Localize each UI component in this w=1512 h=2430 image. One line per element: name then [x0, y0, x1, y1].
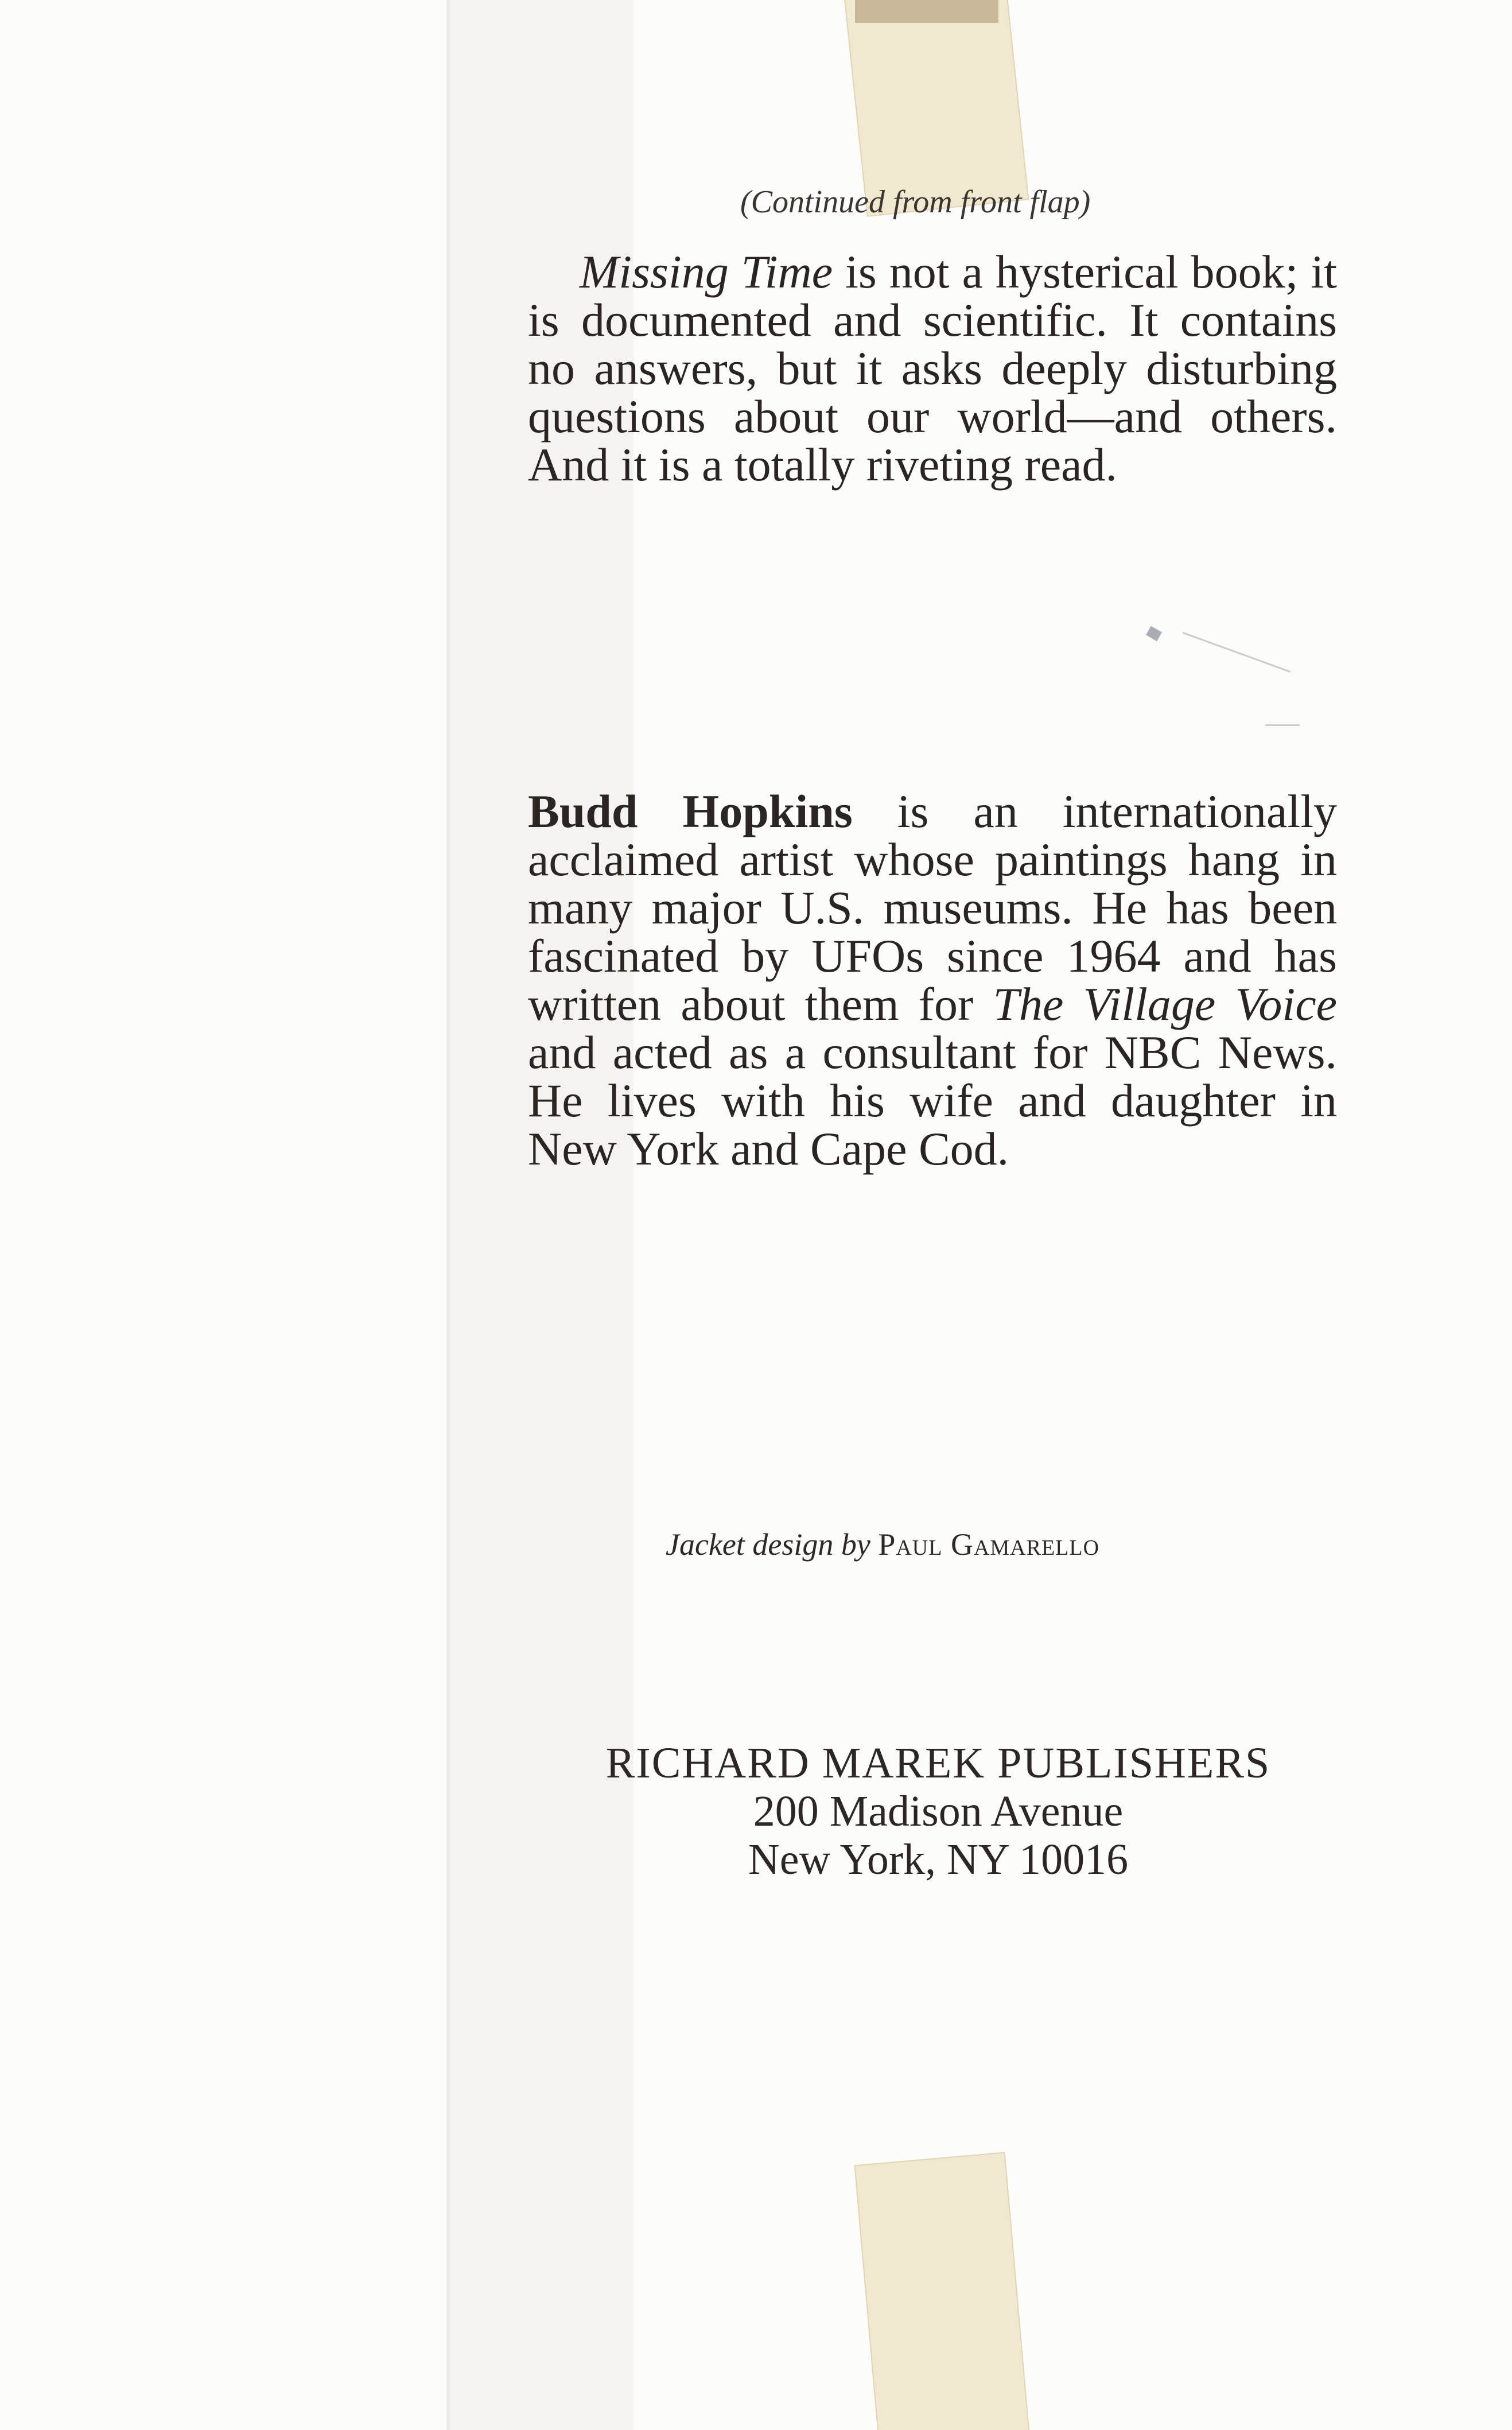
left-panel: [0, 0, 446, 2430]
book-title: Missing Time: [580, 246, 833, 298]
description-text: is not a hysterical book; it is documented and scientific. It contains no answers, but it asks deeply disturbing questions about our world—and others. And it is a totally riveting read.: [528, 246, 1338, 491]
publisher-city: New York, NY 10016: [748, 1835, 1129, 1884]
credit-label: Jacket design by: [666, 1527, 870, 1562]
description-paragraph: [528, 248, 1337, 489]
continued-note: (Continued from front flap): [740, 184, 1091, 220]
publisher-street: 200 Madison Avenue: [753, 1787, 1124, 1835]
designer-name: Paul Gamarello: [878, 1527, 1100, 1562]
publisher-name: RICHARD MAREK PUBLISHERS: [605, 1739, 1271, 1787]
publisher-block: [516, 1739, 1360, 1884]
jacket-credit: [666, 1527, 1297, 1562]
blemish-line: [1265, 724, 1300, 726]
tape-top-edge: [855, 0, 998, 23]
author-name: Budd Hopkins: [528, 785, 853, 837]
author-bio-text-b: and acted as a consultant for NBC News. He lives with his wife and daughter in New York and Cape Cod.: [528, 1026, 1337, 1175]
author-bio-text-a: is an internationally acclaimed artist whose paintings hang in many major U.S. museums. He has been fascinated by UFOs since 1964 and has written about them for: [528, 785, 1337, 1030]
tape-bottom: [854, 2152, 1031, 2430]
publication-title: The Village Voice: [993, 978, 1337, 1030]
author-bio-paragraph: [528, 787, 1337, 1173]
